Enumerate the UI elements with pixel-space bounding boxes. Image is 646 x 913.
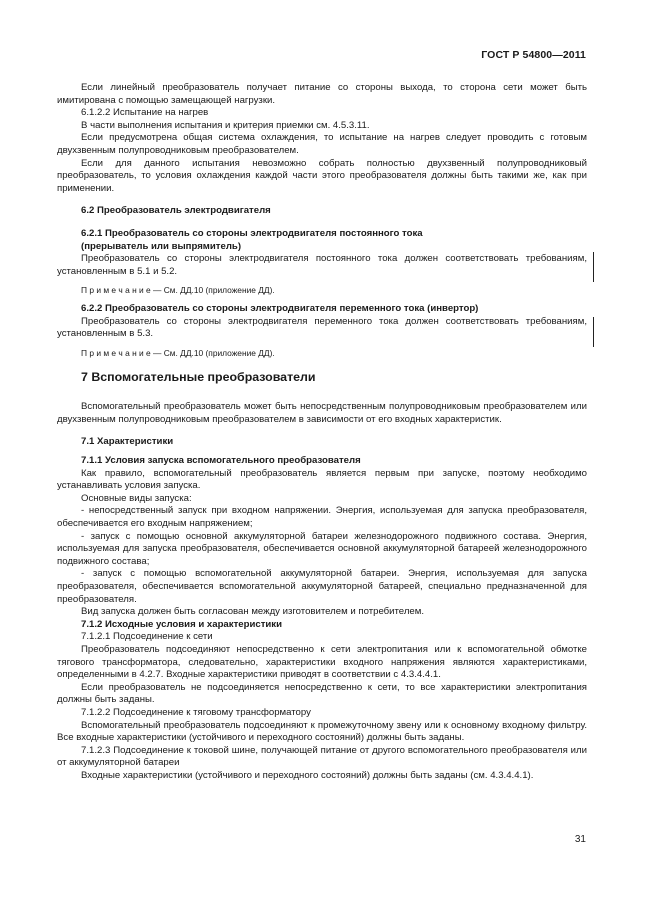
section-heading: (прерыватель или выпрямитель) xyxy=(81,240,242,252)
document-body xyxy=(57,82,587,783)
paragraph: Преобразователь со стороны электродвигателя постоянного тока должен соответствовать требованиям, установленным в 5.1 и 5.2. xyxy=(57,253,587,277)
section-heading: 7.1.2 Исходные условия и характеристики xyxy=(81,618,282,630)
paragraph: - запуск с помощью вспомогательной аккумуляторной батареи. Энергия, используемая для запуска преобразователя, обеспечивается вспомогательной аккумуляторной батареей, специально предназначенной для преобразователя. xyxy=(57,568,587,605)
paragraph: Преобразователь подсоединяют непосредственно к сети электропитания или к вспомогательной обмотке тягового трансформатора, следовательно, характеристики входного напряжения являются характеристиками, определенными в 4.2.7. Входные характеристики приводят в соответствии с 4.3.4.4.1. xyxy=(57,643,587,681)
paragraph: Преобразователь со стороны электродвигателя переменного тока должен соответствовать требованиям, установленным в 5.3. xyxy=(57,315,587,340)
change-bar-2 xyxy=(593,317,594,347)
section-heading: 7.1 Характеристики xyxy=(81,436,174,448)
spacer xyxy=(57,385,587,401)
paragraph: Входные характеристики (устойчивого и переходного состояний) должны быть заданы (см. 4.3.4.4.1). xyxy=(81,769,534,781)
paragraph: - непосредственный запуск при входном напряжении. Энергия, используемая для запуска преобразователя, обеспечивается его входным напряжением; xyxy=(57,505,587,530)
change-bar-1 xyxy=(593,252,594,282)
paragraph: Если преобразователь не подсоединяется непосредственно к сети, то все характеристики электропитания должны быть заданы. xyxy=(57,681,587,706)
spacer xyxy=(57,359,587,369)
section-heading: 7.1.1 Условия запуска вспомогательного преобразователя xyxy=(81,455,361,467)
note: П р и м е ч а н и е — См. ДД.10 (приложение ДД). xyxy=(81,347,275,358)
section-heading: 6.2.1 Преобразователь со стороны электродвигателя постоянного тока xyxy=(81,227,423,239)
paragraph: В части выполнения испытания и критерия приемки см. 4.5.3.11. xyxy=(81,119,370,131)
section-heading: 6.2 Преобразователь электродвигателя xyxy=(81,205,271,217)
page-number: 31 xyxy=(574,834,586,845)
paragraph: Как правило, вспомогательный преобразователь является первым при запуске, поэтому необходимо устанавливать условия запуска. xyxy=(57,467,587,492)
paragraph: Основные виды запуска: xyxy=(81,492,192,504)
document-header: ГОСТ Р 54800—2011 xyxy=(481,49,586,61)
paragraph: Вспомогательный преобразователь может быть непосредственным полупроводниковым преобразователем или двухзвенным полупроводниковым преобразователем в зависимости от его входных характеристик. xyxy=(57,401,587,425)
spacer xyxy=(57,218,587,228)
section-heading: 6.2.2 Преобразователь со стороны электродвигателя переменного тока (инвертор) xyxy=(81,302,479,314)
spacer xyxy=(57,195,587,205)
note: П р и м е ч а н и е — См. ДД.10 (приложение ДД). xyxy=(81,285,275,296)
paragraph: Если линейный преобразователь получает питание со стороны выхода, то сторона сети может быть имитирована с помощью замещающей нагрузки. xyxy=(57,82,587,106)
paragraph: Если для данного испытания невозможно собрать полностью двухзвенный полупроводниковый преобразователь, то условия охлаждения каждой части этого преобразователя должны быть такими же, как при применении. xyxy=(57,157,587,194)
spacer xyxy=(57,426,587,436)
paragraph: - запуск с помощью основной аккумуляторной батареи железнодорожного подвижного состава. Энергия, используемая для запуска преобразователя, обеспечивается основной аккумуляторной батареей железнодорожного подвижного состава; xyxy=(57,530,587,567)
chapter-heading: 7 Вспомогательные преобразователи xyxy=(81,370,316,385)
paragraph: 7.1.2.1 Подсоединение к сети xyxy=(81,631,213,643)
paragraph: Если предусмотрена общая система охлаждения, то испытание на нагрев следует проводить с готовым двухзвенным полупроводниковым преобразователем. xyxy=(57,132,587,156)
paragraph: 7.1.2.3 Подсоединение к токовой шине, получающей питание от другого вспомогательного преобразователя или от аккумуляторной батареи xyxy=(57,744,587,769)
paragraph: 6.1.2.2 Испытание на нагрев xyxy=(81,107,209,119)
paragraph: Вспомогательный преобразователь подсоединяют к промежуточному звену или к основному входному фильтру. Все входные характеристики (устойчивого и переходного состояний) должны быть заданы. xyxy=(57,719,587,744)
paragraph: 7.1.2.2 Подсоединение к тяговому трансформатору xyxy=(81,706,311,718)
paragraph: Вид запуска должен быть согласован между изготовителем и потребителем. xyxy=(81,606,425,618)
